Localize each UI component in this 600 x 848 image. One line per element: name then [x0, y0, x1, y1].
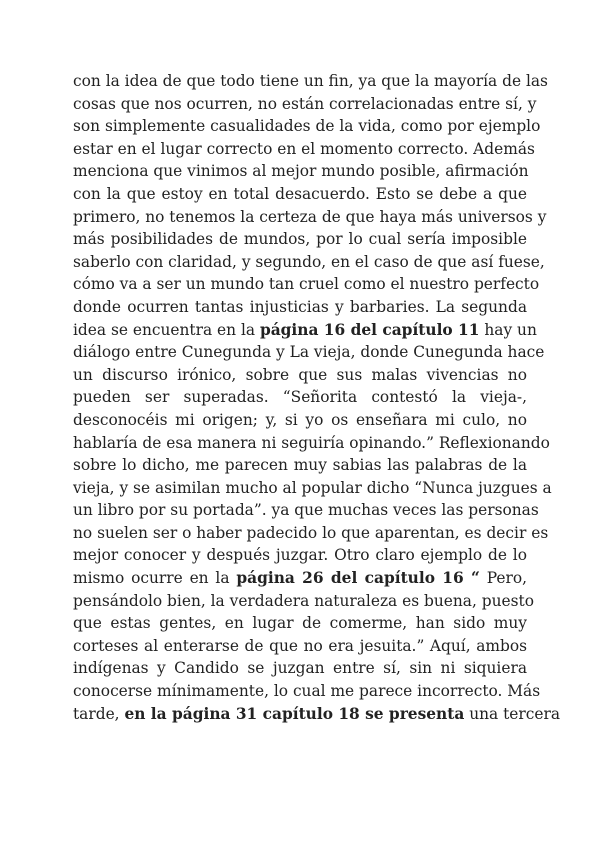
text-line: no suelen ser o haber padecido lo que aparentan, es decir es — [73, 523, 549, 542]
text-line: saberlo con claridad, y segundo, en el caso de que así fuese, — [73, 252, 545, 271]
text-line: con la que estoy en total desacuerdo. Esto se debe a que — [73, 184, 527, 203]
text-line: hablaría de esa manera ni seguiría opinando.” Reflexionando — [73, 433, 550, 452]
bold-reference: página 16 del capítulo 11 — [259, 320, 480, 339]
text-segment: idea se encuentra en la — [73, 320, 260, 339]
text-line: un discurso irónico, sobre que sus malas vivencias no — [73, 365, 527, 384]
text-line: pensándolo bien, la verdadera naturaleza es buena, puesto — [73, 591, 534, 610]
text-line: corteses al enterarse de que no era jesuita.” Aquí, ambos — [73, 636, 527, 655]
text-line: sobre lo dicho, me parecen muy sabias las palabras de la — [73, 456, 527, 475]
text-line: son simplemente casualidades de la vida, como por ejemplo — [73, 117, 541, 136]
text-line: indígenas y Candido se juzgan entre sí, sin ni siquiera — [73, 659, 527, 678]
text-segment: mismo ocurre en la — [73, 569, 237, 588]
text-line: un libro por su portada”. ya que muchas veces las personas — [73, 501, 539, 520]
text-line: cómo va a ser un mundo tan cruel como el nuestro perfecto — [73, 275, 540, 294]
text-line — [73, 567, 527, 590]
text-line: pueden ser superadas. “Señorita contestó la vieja-, — [73, 388, 527, 407]
text-segment: tarde, — [73, 704, 125, 723]
text-segment: hay un — [479, 320, 537, 339]
text-line: desconocéis mi origen; y, si yo os enseñara mi culo, no — [73, 410, 527, 429]
bold-reference: en la página 31 capítulo 18 se presenta — [124, 704, 465, 723]
text-line: vieja, y se asimilan mucho al popular dicho “Nunca juzgues a — [73, 478, 552, 497]
text-line: que estas gentes, en lugar de comerme, han sido muy — [73, 614, 527, 633]
text-line: menciona que vinimos al mejor mundo posible, afirmación — [73, 162, 529, 181]
text-line — [73, 319, 537, 342]
text-line: conocerse mínimamente, lo cual me parece incorrecto. Más — [73, 682, 541, 701]
text-line: con la idea de que todo tiene un fin, ya que la mayoría de las — [73, 72, 548, 90]
text-line — [73, 703, 561, 726]
text-line: diálogo entre Cunegunda y La vieja, donde Cunegunda hace — [73, 343, 545, 362]
bold-reference: página 26 del capítulo 16 “ — [236, 569, 480, 588]
text-line: donde ocurren tantas injusticias y barbaries. La segunda — [73, 297, 527, 316]
text-segment: Pero, — [479, 569, 527, 588]
text-line: más posibilidades de mundos, por lo cual sería imposible — [73, 230, 527, 249]
text-line: estar en el lugar correcto en el momento correcto. Además — [73, 139, 535, 158]
text-line: mejor conocer y después juzgar. Otro claro ejemplo de lo — [73, 546, 527, 565]
text-line: cosas que nos ocurren, no están correlacionadas entre sí, y — [73, 94, 537, 113]
text-segment: una tercera — [464, 704, 561, 723]
text-line: primero, no tenemos la certeza de que haya más universos y — [73, 207, 547, 226]
body-text — [73, 70, 561, 725]
